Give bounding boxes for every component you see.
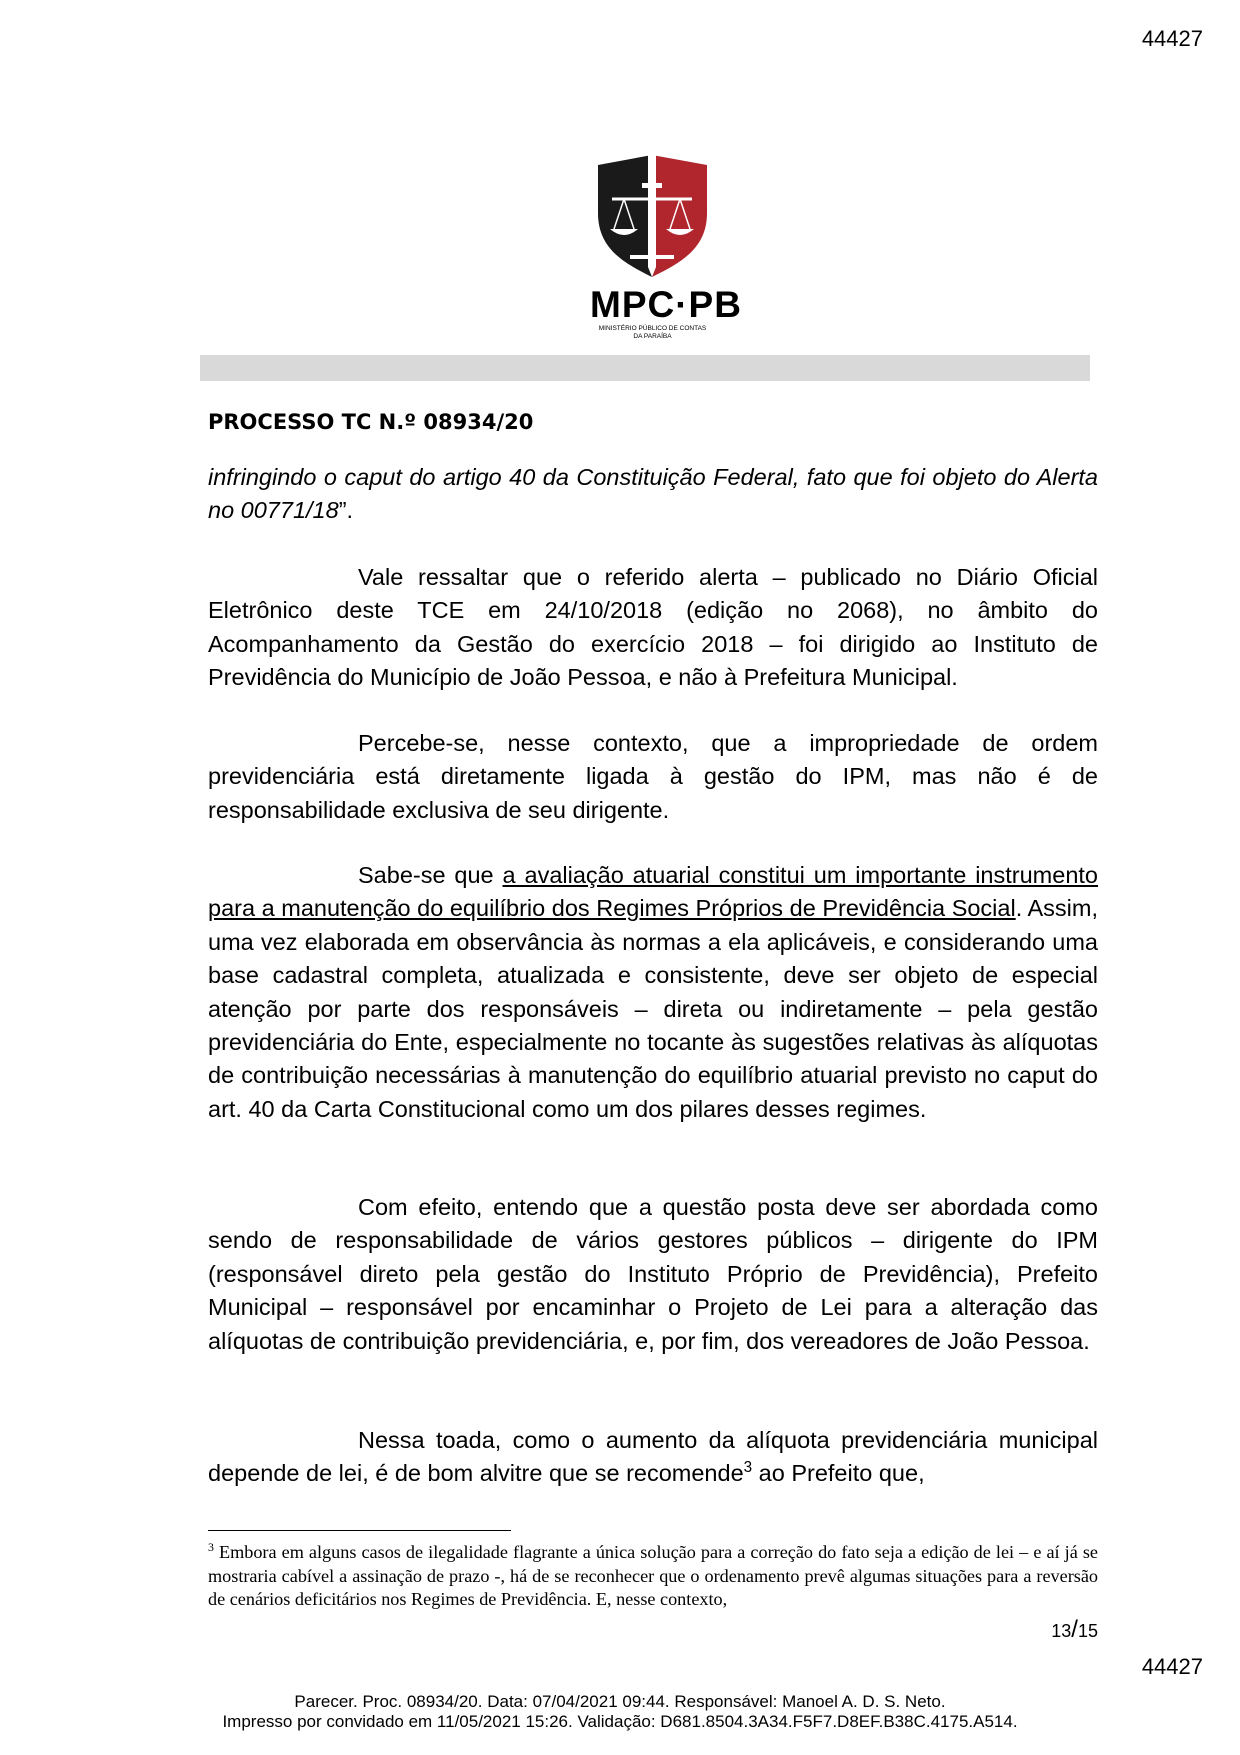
paragraph-1-text: Vale ressaltar que o referido alerta – publicado no Diário Oficial Eletrônico deste TCE em 24/10/2018 (edição no 2068), no âmbito do Acompanhamento da Gestão do exercício 2018 – foi dirigido ao Instituto de Previdência do Município de João Pessoa, e não à Prefeitura Municipal.	[208, 564, 1098, 691]
paragraph-2	[208, 727, 1098, 827]
footnote-marker: 3	[208, 1539, 214, 1554]
header-divider-bar	[200, 355, 1090, 381]
paragraph-3	[208, 859, 1098, 1126]
footnote-ref: 3	[743, 1459, 753, 1477]
paragraph-0	[208, 461, 1098, 528]
paragraph-0-end: ”.	[338, 497, 354, 524]
page-id-bottom: 44427	[1141, 1654, 1203, 1679]
mpc-pb-logo	[590, 153, 742, 341]
paragraph-2-text: Percebe-se, nesse contexto, que a impropriedade de ordem previdenciária está diretamente ligada à gestão do IPM, mas não é de responsabilidade exclusiva de seu dirigente.	[208, 730, 1098, 823]
page-separator: /	[1071, 1616, 1078, 1643]
logo-name: MPC·PB	[590, 284, 742, 325]
paragraph-1	[208, 561, 1098, 695]
footnote-text: Embora em alguns casos de ilegalidade flagrante a única solução para a correção do fato seja a edição de lei – e aí já se mostraria cabível a assinação de prazo -, há de se reconhecer que o ordenamento prevê algumas situações para a reversão de cenários deficitários nos Regimes de Previdência. E, nesse contexto,	[208, 1542, 1098, 1609]
footer-line-1: Parecer. Proc. 08934/20. Data: 07/04/2021 09:44. Responsável: Manoel A. D. S. Neto.	[294, 1692, 946, 1711]
process-number: PROCESSO TC N.º 08934/20	[208, 410, 534, 434]
paragraph-0-text: infringindo o caput do artigo 40 da Constituição Federal, fato que foi objeto do Alerta no 00771/18	[208, 464, 1098, 524]
paragraph-3-start: Sabe-se que	[358, 862, 503, 888]
logo-subtitle-2: DA PARAÍBA	[633, 333, 672, 340]
footnote	[208, 1541, 1098, 1612]
page-current: 13	[1051, 1621, 1072, 1641]
page-total: 15	[1077, 1621, 1098, 1641]
paragraph-4	[208, 1191, 1098, 1358]
page-counter	[1051, 1616, 1098, 1644]
paragraph-5-end: ao Prefeito que,	[752, 1460, 925, 1487]
paragraph-4-text: Com efeito, entendo que a questão posta deve ser abordada como sendo de responsabilidade de vários gestores públicos – dirigente do IPM (responsável direto pela gestão do Instituto Próprio de Previdência), Prefeito Municipal – responsável por encaminhar o Projeto de Lei para a alteração das alíquotas de contribuição previdenciária, e, por fim, dos vereadores de João Pessoa.	[208, 1194, 1098, 1354]
paragraph-3-underlined: a avaliação atuarial constitui um importante instrumento para a manutenção do equilíbrio dos Regimes Próprios de Previdência Social	[208, 862, 1098, 922]
logo-subtitle-1: MINISTÉRIO PÚBLICO DE CONTAS	[598, 325, 707, 332]
footer-line-2: Impresso por convidado em 11/05/2021 15:26. Validação: D681.8504.3A34.F5F7.D8EF.B38C.4175.A514.	[222, 1712, 1018, 1731]
paragraph-5	[208, 1424, 1098, 1491]
paragraph-3-rest: . Assim, uma vez elaborada em observância às normas a ela aplicáveis, e considerando uma base cadastral completa, atualizada e consistente, deve ser objeto de especial atenção por parte dos responsáveis – direta ou indiretamente – pela gestão previdenciária do Ente, especialmente no tocante às sugestões relativas às alíquotas de contribuição necessárias à manutenção do equilíbrio atuarial previsto no caput do art. 40 da Carta Constitucional como um dos pilares desses regimes.	[208, 895, 1099, 1122]
page-id-top: 44427	[1141, 26, 1203, 51]
paragraph-5-text: Nessa toada, como o aumento da alíquota previdenciária municipal depende de lei, é de bom alvitre que se recomende	[208, 1427, 1098, 1487]
footnote-separator	[208, 1530, 511, 1531]
shield-scales-icon	[590, 153, 715, 283]
